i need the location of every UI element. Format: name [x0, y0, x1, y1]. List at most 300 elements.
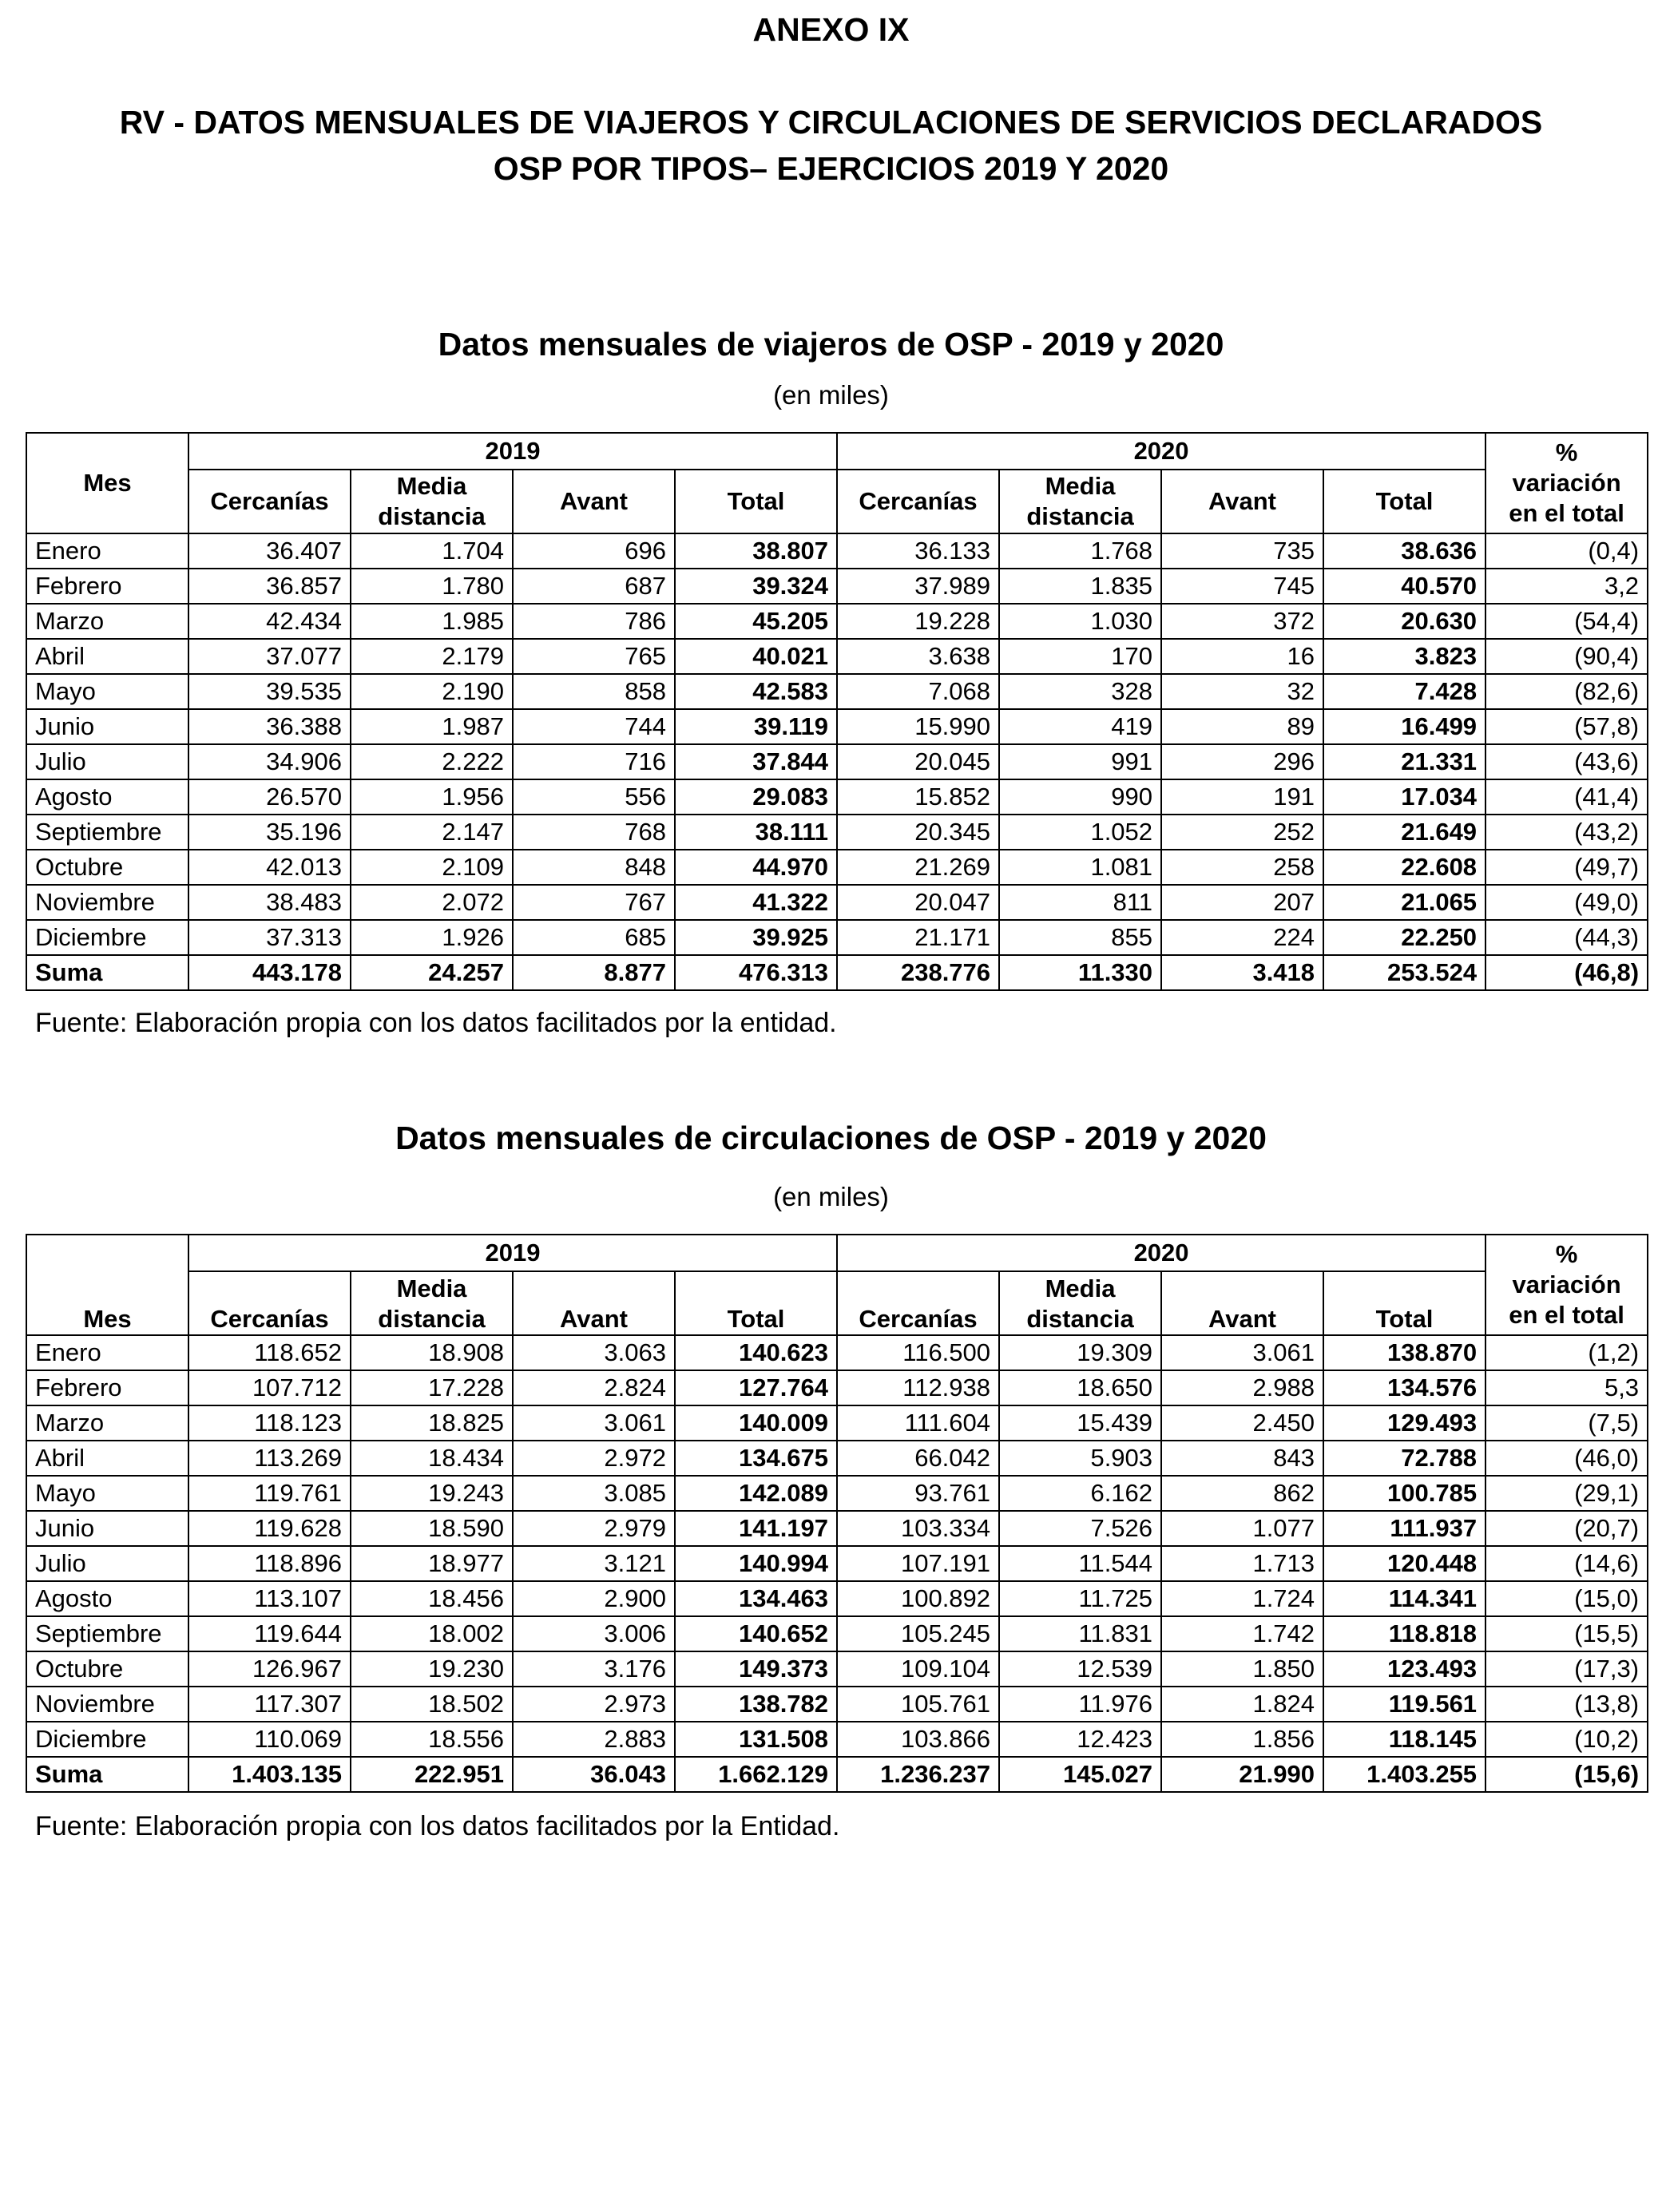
value-cell: 2.883	[513, 1722, 675, 1757]
month-cell: Septiembre	[26, 815, 188, 850]
value-cell: 207	[1161, 885, 1323, 920]
value-cell: 843	[1161, 1441, 1323, 1476]
value-cell: 21.990	[1161, 1757, 1323, 1792]
value-cell: 39.535	[188, 674, 351, 709]
header-cercanias-2019: Cercanías	[188, 1271, 351, 1335]
value-cell: 107.712	[188, 1370, 351, 1405]
value-cell: 16.499	[1323, 709, 1485, 744]
value-cell: 118.896	[188, 1546, 351, 1581]
value-cell: 103.866	[837, 1722, 999, 1757]
month-cell: Suma	[26, 955, 188, 990]
value-cell: (29,1)	[1485, 1476, 1648, 1511]
table-row	[26, 815, 1648, 850]
value-cell: 858	[513, 674, 675, 709]
month-cell: Enero	[26, 1335, 188, 1370]
table-row	[26, 1546, 1648, 1581]
month-cell: Agosto	[26, 1581, 188, 1616]
value-cell: 105.761	[837, 1687, 999, 1722]
value-cell: 3.061	[1161, 1335, 1323, 1370]
value-cell: 39.119	[675, 709, 837, 744]
value-cell: 443.178	[188, 955, 351, 990]
header-mes: Mes	[26, 1235, 188, 1335]
passengers-table	[26, 432, 1648, 991]
value-cell: 39.324	[675, 569, 837, 604]
value-cell: (20,7)	[1485, 1511, 1648, 1546]
header-total-2019: Total	[675, 470, 837, 533]
table-row	[26, 1511, 1648, 1546]
month-cell: Agosto	[26, 779, 188, 815]
value-cell: 40.021	[675, 639, 837, 674]
value-cell: 222.951	[351, 1757, 513, 1792]
value-cell: 119.761	[188, 1476, 351, 1511]
value-cell: 45.205	[675, 604, 837, 639]
value-cell: 22.608	[1323, 850, 1485, 885]
value-cell: 744	[513, 709, 675, 744]
value-cell: 1.987	[351, 709, 513, 744]
value-cell: (10,2)	[1485, 1722, 1648, 1757]
value-cell: 191	[1161, 779, 1323, 815]
table1-source: Fuente: Elaboración propia con los datos facilitados por la entidad.	[35, 1008, 837, 1038]
value-cell: 11.831	[999, 1616, 1161, 1651]
header-media-distancia-2019: Media distancia	[351, 1271, 513, 1335]
value-cell: 1.081	[999, 850, 1161, 885]
header-pct-variation: % variación en el total	[1485, 433, 1648, 533]
value-cell: 786	[513, 604, 675, 639]
month-cell: Junio	[26, 1511, 188, 1546]
value-cell: 5.903	[999, 1441, 1161, 1476]
value-cell: 1.052	[999, 815, 1161, 850]
month-cell: Abril	[26, 1441, 188, 1476]
value-cell: 119.644	[188, 1616, 351, 1651]
value-cell: 258	[1161, 850, 1323, 885]
value-cell: 3.418	[1161, 955, 1323, 990]
value-cell: (13,8)	[1485, 1687, 1648, 1722]
month-cell: Diciembre	[26, 920, 188, 955]
value-cell: 5,3	[1485, 1370, 1648, 1405]
value-cell: 119.561	[1323, 1687, 1485, 1722]
value-cell: 18.502	[351, 1687, 513, 1722]
value-cell: 36.133	[837, 533, 999, 569]
value-cell: 15.990	[837, 709, 999, 744]
value-cell: 142.089	[675, 1476, 837, 1511]
value-cell: 15.439	[999, 1405, 1161, 1441]
value-cell: 3.638	[837, 639, 999, 674]
month-cell: Abril	[26, 639, 188, 674]
value-cell: 100.892	[837, 1581, 999, 1616]
value-cell: 848	[513, 850, 675, 885]
value-cell: 1.824	[1161, 1687, 1323, 1722]
table-row	[26, 920, 1648, 955]
value-cell: 116.500	[837, 1335, 999, 1370]
table-row	[26, 709, 1648, 744]
value-cell: 109.104	[837, 1651, 999, 1687]
table-row	[26, 639, 1648, 674]
value-cell: (49,7)	[1485, 850, 1648, 885]
value-cell: 3.176	[513, 1651, 675, 1687]
header-total-2020: Total	[1323, 470, 1485, 533]
value-cell: 129.493	[1323, 1405, 1485, 1441]
table-row	[26, 1335, 1648, 1370]
table-row	[26, 604, 1648, 639]
value-cell: 18.434	[351, 1441, 513, 1476]
value-cell: 685	[513, 920, 675, 955]
value-cell: 141.197	[675, 1511, 837, 1546]
value-cell: 687	[513, 569, 675, 604]
value-cell: 15.852	[837, 779, 999, 815]
value-cell: 149.373	[675, 1651, 837, 1687]
value-cell: 37.077	[188, 639, 351, 674]
header-cercanias-2019: Cercanías	[188, 470, 351, 533]
value-cell: 107.191	[837, 1546, 999, 1581]
value-cell: 716	[513, 744, 675, 779]
value-cell: 1.077	[1161, 1511, 1323, 1546]
document-title-line-2: OSP POR TIPOS– EJERCICIOS 2019 Y 2020	[493, 150, 1169, 187]
value-cell: 2.072	[351, 885, 513, 920]
value-cell: 18.650	[999, 1370, 1161, 1405]
value-cell: 372	[1161, 604, 1323, 639]
table1-title: Datos mensuales de viajeros de OSP - 2019 y 2020	[438, 326, 1224, 363]
table-row	[26, 1722, 1648, 1757]
header-year-2019: 2019	[188, 433, 837, 470]
value-cell: 2.179	[351, 639, 513, 674]
value-cell: 44.970	[675, 850, 837, 885]
value-cell: 8.877	[513, 955, 675, 990]
value-cell: 140.623	[675, 1335, 837, 1370]
value-cell: 1.662.129	[675, 1757, 837, 1792]
sum-row	[26, 1757, 1648, 1792]
month-cell: Diciembre	[26, 1722, 188, 1757]
table-row	[26, 1370, 1648, 1405]
value-cell: 21.065	[1323, 885, 1485, 920]
value-cell: 1.742	[1161, 1616, 1323, 1651]
value-cell: 19.309	[999, 1335, 1161, 1370]
value-cell: 37.313	[188, 920, 351, 955]
value-cell: 328	[999, 674, 1161, 709]
value-cell: 811	[999, 885, 1161, 920]
value-cell: 140.009	[675, 1405, 837, 1441]
value-cell: 2.450	[1161, 1405, 1323, 1441]
value-cell: (43,6)	[1485, 744, 1648, 779]
document-title	[0, 99, 1662, 192]
month-cell: Septiembre	[26, 1616, 188, 1651]
value-cell: 113.269	[188, 1441, 351, 1476]
value-cell: 140.994	[675, 1546, 837, 1581]
value-cell: 2.222	[351, 744, 513, 779]
value-cell: 224	[1161, 920, 1323, 955]
value-cell: 11.976	[999, 1687, 1161, 1722]
value-cell: 7.526	[999, 1511, 1161, 1546]
value-cell: 118.818	[1323, 1616, 1485, 1651]
value-cell: 140.652	[675, 1616, 837, 1651]
value-cell: 2.973	[513, 1687, 675, 1722]
value-cell: 19.228	[837, 604, 999, 639]
value-cell: 18.977	[351, 1546, 513, 1581]
document-title-line-1: RV - DATOS MENSUALES DE VIAJEROS Y CIRCULACIONES DE SERVICIOS DECLARADOS	[119, 104, 1543, 141]
value-cell: (15,5)	[1485, 1616, 1648, 1651]
value-cell: 39.925	[675, 920, 837, 955]
value-cell: 11.725	[999, 1581, 1161, 1616]
value-cell: 1.926	[351, 920, 513, 955]
value-cell: 6.162	[999, 1476, 1161, 1511]
month-cell: Febrero	[26, 1370, 188, 1405]
value-cell: 41.322	[675, 885, 837, 920]
table2-unit: (en miles)	[773, 1182, 889, 1211]
value-cell: 11.544	[999, 1546, 1161, 1581]
value-cell: 855	[999, 920, 1161, 955]
value-cell: (15,0)	[1485, 1581, 1648, 1616]
value-cell: 66.042	[837, 1441, 999, 1476]
value-cell: 38.807	[675, 533, 837, 569]
value-cell: 3.061	[513, 1405, 675, 1441]
value-cell: 42.013	[188, 850, 351, 885]
value-cell: 1.403.135	[188, 1757, 351, 1792]
value-cell: 17.034	[1323, 779, 1485, 815]
value-cell: 1.403.255	[1323, 1757, 1485, 1792]
value-cell: (44,3)	[1485, 920, 1648, 955]
annex-label: ANEXO IX	[752, 11, 910, 48]
table-row	[26, 1405, 1648, 1441]
value-cell: 18.825	[351, 1405, 513, 1441]
value-cell: 2.190	[351, 674, 513, 709]
value-cell: 103.334	[837, 1511, 999, 1546]
table-row	[26, 1476, 1648, 1511]
value-cell: 38.111	[675, 815, 837, 850]
value-cell: 1.724	[1161, 1581, 1323, 1616]
table-row	[26, 533, 1648, 569]
header-media-distancia-2019: Media distancia	[351, 470, 513, 533]
month-cell: Noviembre	[26, 885, 188, 920]
value-cell: 138.782	[675, 1687, 837, 1722]
value-cell: 19.230	[351, 1651, 513, 1687]
value-cell: 26.570	[188, 779, 351, 815]
value-cell: 19.243	[351, 1476, 513, 1511]
value-cell: 2.979	[513, 1511, 675, 1546]
value-cell: 18.456	[351, 1581, 513, 1616]
header-avant-2019: Avant	[513, 1271, 675, 1335]
header-year-2020: 2020	[837, 433, 1485, 470]
value-cell: 765	[513, 639, 675, 674]
value-cell: 119.628	[188, 1511, 351, 1546]
value-cell: 3,2	[1485, 569, 1648, 604]
value-cell: 735	[1161, 533, 1323, 569]
month-cell: Marzo	[26, 1405, 188, 1441]
table-row	[26, 1581, 1648, 1616]
value-cell: 126.967	[188, 1651, 351, 1687]
value-cell: 18.590	[351, 1511, 513, 1546]
value-cell: (43,2)	[1485, 815, 1648, 850]
value-cell: 89	[1161, 709, 1323, 744]
value-cell: 862	[1161, 1476, 1323, 1511]
value-cell: 131.508	[675, 1722, 837, 1757]
header-cercanias-2020: Cercanías	[837, 1271, 999, 1335]
value-cell: 29.083	[675, 779, 837, 815]
header-total-2019: Total	[675, 1271, 837, 1335]
value-cell: 253.524	[1323, 955, 1485, 990]
header-pct-variation: % variación en el total	[1485, 1235, 1648, 1335]
value-cell: 145.027	[999, 1757, 1161, 1792]
value-cell: 767	[513, 885, 675, 920]
value-cell: 2.988	[1161, 1370, 1323, 1405]
value-cell: 7.068	[837, 674, 999, 709]
value-cell: 768	[513, 815, 675, 850]
value-cell: 1.236.237	[837, 1757, 999, 1792]
value-cell: 1.956	[351, 779, 513, 815]
header-total-2020: Total	[1323, 1271, 1485, 1335]
value-cell: 21.269	[837, 850, 999, 885]
table-row	[26, 674, 1648, 709]
value-cell: 20.045	[837, 744, 999, 779]
value-cell: 123.493	[1323, 1651, 1485, 1687]
header-avant-2019: Avant	[513, 470, 675, 533]
value-cell: 1.985	[351, 604, 513, 639]
value-cell: 38.483	[188, 885, 351, 920]
value-cell: 556	[513, 779, 675, 815]
value-cell: 991	[999, 744, 1161, 779]
header-media-distancia-2020: Media distancia	[999, 1271, 1161, 1335]
value-cell: 170	[999, 639, 1161, 674]
value-cell: 12.539	[999, 1651, 1161, 1687]
value-cell: 18.556	[351, 1722, 513, 1757]
value-cell: (57,8)	[1485, 709, 1648, 744]
value-cell: 3.823	[1323, 639, 1485, 674]
value-cell: 112.938	[837, 1370, 999, 1405]
value-cell: 990	[999, 779, 1161, 815]
value-cell: 1.850	[1161, 1651, 1323, 1687]
month-cell: Marzo	[26, 604, 188, 639]
value-cell: (49,0)	[1485, 885, 1648, 920]
table2-source: Fuente: Elaboración propia con los datos facilitados por la Entidad.	[35, 1811, 840, 1841]
table2-title: Datos mensuales de circulaciones de OSP - 2019 y 2020	[395, 1120, 1267, 1156]
header-avant-2020: Avant	[1161, 470, 1323, 533]
value-cell: 36.407	[188, 533, 351, 569]
value-cell: 105.245	[837, 1616, 999, 1651]
month-cell: Mayo	[26, 674, 188, 709]
value-cell: 72.788	[1323, 1441, 1485, 1476]
table-row	[26, 744, 1648, 779]
value-cell: 11.330	[999, 955, 1161, 990]
value-cell: (41,4)	[1485, 779, 1648, 815]
table1-unit: (en miles)	[773, 380, 889, 410]
value-cell: 36.043	[513, 1757, 675, 1792]
table-row	[26, 1441, 1648, 1476]
value-cell: 2.824	[513, 1370, 675, 1405]
table-row	[26, 1687, 1648, 1722]
value-cell: 40.570	[1323, 569, 1485, 604]
value-cell: (46,8)	[1485, 955, 1648, 990]
value-cell: 18.002	[351, 1616, 513, 1651]
month-cell: Octubre	[26, 850, 188, 885]
value-cell: 296	[1161, 744, 1323, 779]
table-row	[26, 885, 1648, 920]
header-cercanias-2020: Cercanías	[837, 470, 999, 533]
value-cell: 110.069	[188, 1722, 351, 1757]
sum-row	[26, 955, 1648, 990]
header-year-2020: 2020	[837, 1235, 1485, 1271]
value-cell: 20.047	[837, 885, 999, 920]
value-cell: 118.123	[188, 1405, 351, 1441]
value-cell: (1,2)	[1485, 1335, 1648, 1370]
value-cell: 3.063	[513, 1335, 675, 1370]
value-cell: 2.147	[351, 815, 513, 850]
value-cell: 20.630	[1323, 604, 1485, 639]
value-cell: 93.761	[837, 1476, 999, 1511]
value-cell: 1.713	[1161, 1546, 1323, 1581]
value-cell: 238.776	[837, 955, 999, 990]
table-row	[26, 1616, 1648, 1651]
month-cell: Suma	[26, 1757, 188, 1792]
value-cell: 22.250	[1323, 920, 1485, 955]
month-cell: Enero	[26, 533, 188, 569]
value-cell: (46,0)	[1485, 1441, 1648, 1476]
value-cell: 100.785	[1323, 1476, 1485, 1511]
value-cell: 113.107	[188, 1581, 351, 1616]
value-cell: 127.764	[675, 1370, 837, 1405]
month-cell: Febrero	[26, 569, 188, 604]
value-cell: 2.109	[351, 850, 513, 885]
value-cell: 36.388	[188, 709, 351, 744]
value-cell: 21.331	[1323, 744, 1485, 779]
value-cell: (82,6)	[1485, 674, 1648, 709]
table-row	[26, 569, 1648, 604]
value-cell: 24.257	[351, 955, 513, 990]
value-cell: 21.171	[837, 920, 999, 955]
value-cell: 1.704	[351, 533, 513, 569]
circulations-table	[26, 1234, 1648, 1793]
value-cell: 118.145	[1323, 1722, 1485, 1757]
value-cell: (90,4)	[1485, 639, 1648, 674]
value-cell: 20.345	[837, 815, 999, 850]
value-cell: 2.972	[513, 1441, 675, 1476]
value-cell: 419	[999, 709, 1161, 744]
value-cell: 1.856	[1161, 1722, 1323, 1757]
month-cell: Noviembre	[26, 1687, 188, 1722]
value-cell: 2.900	[513, 1581, 675, 1616]
month-cell: Junio	[26, 709, 188, 744]
value-cell: 1.835	[999, 569, 1161, 604]
value-cell: 134.675	[675, 1441, 837, 1476]
value-cell: 111.604	[837, 1405, 999, 1441]
value-cell: 35.196	[188, 815, 351, 850]
value-cell: 32	[1161, 674, 1323, 709]
table-row	[26, 850, 1648, 885]
value-cell: 114.341	[1323, 1581, 1485, 1616]
month-cell: Julio	[26, 1546, 188, 1581]
header-media-distancia-2020: Media distancia	[999, 470, 1161, 533]
value-cell: 37.989	[837, 569, 999, 604]
value-cell: (14,6)	[1485, 1546, 1648, 1581]
value-cell: 745	[1161, 569, 1323, 604]
value-cell: 252	[1161, 815, 1323, 850]
value-cell: 42.583	[675, 674, 837, 709]
value-cell: 21.649	[1323, 815, 1485, 850]
value-cell: 111.937	[1323, 1511, 1485, 1546]
value-cell: 37.844	[675, 744, 837, 779]
value-cell: 7.428	[1323, 674, 1485, 709]
value-cell: 3.085	[513, 1476, 675, 1511]
value-cell: 134.463	[675, 1581, 837, 1616]
value-cell: 1.768	[999, 533, 1161, 569]
value-cell: 117.307	[188, 1687, 351, 1722]
value-cell: 138.870	[1323, 1335, 1485, 1370]
value-cell: 476.313	[675, 955, 837, 990]
value-cell: 120.448	[1323, 1546, 1485, 1581]
table-row	[26, 779, 1648, 815]
value-cell: 3.121	[513, 1546, 675, 1581]
table-row	[26, 1651, 1648, 1687]
value-cell: 34.906	[188, 744, 351, 779]
value-cell: (0,4)	[1485, 533, 1648, 569]
value-cell: 134.576	[1323, 1370, 1485, 1405]
